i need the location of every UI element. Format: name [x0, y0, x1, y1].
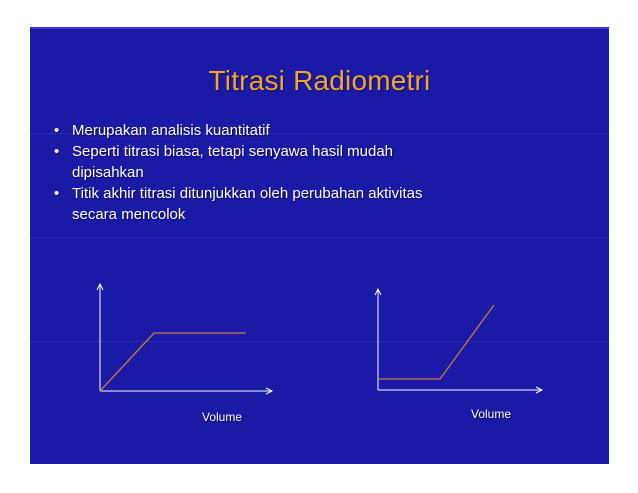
bullet-dot: •	[54, 122, 60, 139]
right-titration-curve	[378, 305, 494, 379]
bullet-text: Merupakan analisis kuantitatif	[72, 122, 270, 139]
slide	[30, 27, 609, 464]
slide-title: Titrasi Radiometri	[208, 65, 431, 96]
left-titration-curve	[100, 333, 246, 391]
right-x-axis-label: Volume	[471, 407, 512, 421]
bullet-text-continued: dipisahkan	[72, 164, 144, 181]
bullet-dot: •	[54, 143, 60, 160]
bullet-item	[54, 183, 594, 225]
bullet-dot: •	[54, 185, 60, 202]
bullet-item	[54, 120, 594, 141]
bullet-text: Titik akhir titrasi ditunjukkan oleh perubahan aktivitas	[72, 185, 423, 202]
bullet-text-continued: secara mencolok	[72, 206, 186, 223]
background-line	[30, 237, 609, 238]
bullet-text: Seperti titrasi biasa, tetapi senyawa hasil mudah	[72, 143, 394, 160]
bullet-list	[54, 120, 594, 225]
bullet-item	[54, 141, 594, 183]
left-titration-graph	[90, 279, 280, 399]
left-x-axis-label: Volume	[202, 410, 243, 424]
right-titration-graph	[368, 284, 548, 394]
